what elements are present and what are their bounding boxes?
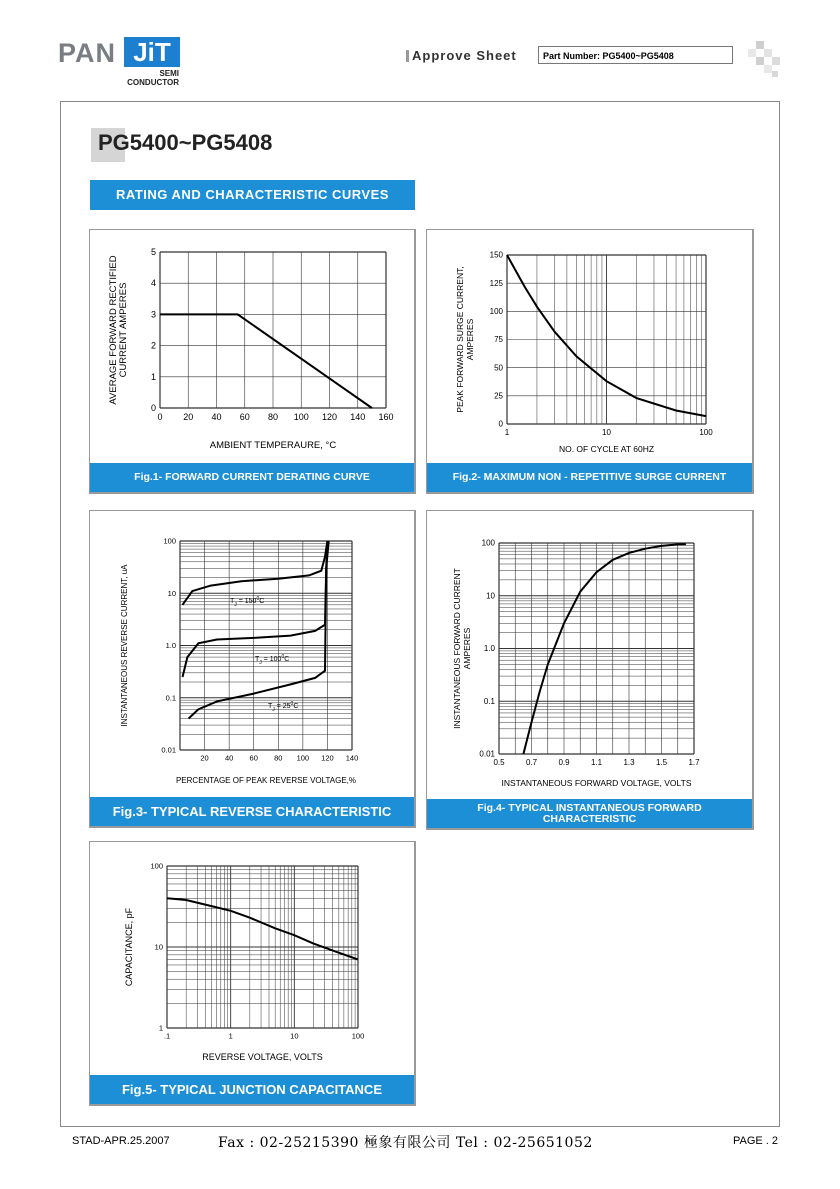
section-bar: RATING AND CHARACTERISTIC CURVES [90,180,415,210]
x-tick-label: 40 [224,753,234,763]
x-axis-label: INSTANTANEOUS FORWARD VOLTAGE, VOLTS [501,778,692,788]
chart-panel-2 [426,229,754,494]
x-tick-label: 0 [157,412,163,422]
x-tick-label: 1 [504,428,510,437]
y-tick-label: 150 [489,250,503,260]
y-tick-label: 10 [154,942,163,952]
y-tick-label: 125 [489,278,503,288]
x-tick-label: 160 [378,412,394,422]
y-tick-label: 100 [481,538,495,548]
x-axis-label: NO. OF CYCLE AT 60HZ [558,444,655,454]
y-tick-label: 0 [498,419,503,429]
logo-pan-text: PAN [58,38,117,68]
x-tick-label: 60 [249,753,258,763]
x-tick-label: 0.9 [558,758,570,767]
x-tick-label: 1.5 [655,758,668,767]
y-axis-label: INSTANTANEOUS REVERSE CURRENT, uA [120,564,129,727]
grid [507,255,706,424]
x-axis-label: PERCENTAGE OF PEAK REVERSE VOLTAGE,% [175,776,357,785]
chart-surge-current [427,230,755,466]
y-tick-label: 0 [150,403,156,413]
y-axis-label-2: AMPERES [465,318,475,361]
footer-date: STAD-APR.25.2007 [72,1135,170,1147]
fig4-caption [427,799,752,828]
x-tick-label: 0.7 [525,758,538,767]
y-tick-label: 2 [150,340,156,351]
series-label-part: C [284,656,290,663]
series-label-part: T [255,656,260,663]
y-tick-label: 1.0 [165,641,176,650]
series-label-part: 0 [256,596,260,602]
series-label-part: = 25 [274,703,291,710]
capacitance-curve [167,898,358,959]
y-axis-label: PEAK FORWARD SURGE CURRENT, [455,266,465,413]
chart-junction-capacitance [90,842,417,1078]
y-axis-label: CAPACITANCE, pF [124,907,134,987]
logo-subtitle [125,69,179,87]
y-tick-label: 4 [150,278,156,289]
series-label-part: J [272,707,275,713]
fig4-caption-line2: CHARACTERISTIC [542,812,637,825]
y-tick-label: 1 [150,371,156,382]
series-label-part: C [259,598,265,605]
footer-page: PAGE . 2 [733,1135,779,1147]
page-title: PG5400~PG5408 [98,130,273,155]
chart-panel-1 [89,229,416,494]
chart-forward-characteristic [427,511,755,802]
y-tick-label: 0.1 [165,693,176,703]
y-tick-label: 100 [489,307,503,316]
x-tick-label: 60 [239,412,250,422]
x-tick-label: 120 [321,412,338,422]
x-tick-label: 100 [296,753,310,763]
x-tick-label: 100 [699,428,713,437]
y-tick-label: 100 [150,861,163,871]
y-tick-label: 10 [486,591,495,601]
y-tick-label: 1 [158,1023,163,1033]
x-tick-label: 0.5 [493,758,505,767]
series-label [230,596,264,608]
approve-sheet-label: Approve Sheet [412,48,517,63]
series-label-part: J [234,602,237,608]
chart-panel-4 [426,510,754,830]
fig1-caption: Fig.1- FORWARD CURRENT DERATING CURVE [90,463,414,492]
y-tick-label: 75 [494,335,503,345]
y-tick-label: 0.1 [483,696,495,706]
x-tick-label: 140 [350,412,366,422]
y-tick-label: 1.0 [483,644,495,654]
y-tick-label: 100 [163,536,176,546]
x-tick-label: 10 [290,1031,299,1041]
x-tick-label: 1.3 [623,758,635,767]
series-label-part: 0 [290,701,294,707]
series-label-part: T [268,703,273,710]
fig4-caption-line1: Fig.4- TYPICAL INSTANTANEOUS FORWARD [477,801,702,814]
derating-curve [160,314,372,408]
y-tick-label: 3 [150,309,156,320]
chart-forward-derating [90,230,417,466]
logo-jit-block: JiT [124,37,180,67]
y-axis-label-2: AMPERES [462,627,472,670]
x-tick-label: 20 [183,412,194,422]
series-label-part: = 150 [236,598,257,605]
y-axis-label: AVERAGE FORWARD RECTIFIED [108,255,119,405]
chart-panel-5 [89,841,416,1106]
series-label-part: J [259,660,262,666]
y-tick-label: 0.01 [479,749,495,759]
fig3-caption: Fig.3- TYPICAL REVERSE CHARACTERISTIC [90,797,414,826]
footer-contact: Fax : 02-25215390 極象有限公司 Tel : 02-25651052 [218,1135,593,1151]
grid [499,543,694,754]
x-tick-label: 1.1 [590,758,603,767]
grid [167,866,358,1028]
fig2-caption: Fig.2- MAXIMUM NON - REPETITIVE SURGE CURRENT [427,463,752,492]
x-axis-label: AMBIENT TEMPERAURE, °C [209,440,337,451]
series-label-part: T [230,598,235,605]
y-tick-label: 0.01 [161,745,176,755]
x-tick-label: 10 [602,428,611,437]
y-tick-label: 25 [494,391,503,401]
x-tick-label: 40 [211,412,222,422]
x-tick-label: .1 [163,1031,171,1041]
chart-reverse-characteristic [90,511,417,800]
y-tick-label: 50 [494,363,503,373]
y-tick-label: 5 [150,247,156,257]
x-tick-label: 100 [293,412,309,422]
series-label-part: = 100 [261,656,282,663]
series-label-part: C [293,703,299,710]
reverse-curve-0 [183,541,328,605]
approve-divider [406,50,409,62]
y-axis-label-2: CURRENT AMPERES [118,282,129,378]
x-tick-label: 20 [200,753,209,763]
grid [160,252,386,408]
x-tick-label: 100 [351,1031,365,1041]
logo-sub-semi: SEMI [159,69,179,78]
x-tick-label: 1 [228,1031,233,1041]
x-tick-label: 140 [345,753,359,763]
series-label [255,654,289,666]
x-tick-label: 1.7 [688,758,700,767]
logo-sub-conductor: CONDUCTOR [127,78,179,87]
y-tick-label: 10 [167,588,176,598]
chart-panel-3 [89,510,416,828]
x-axis-label: REVERSE VOLTAGE, VOLTS [202,1052,323,1062]
part-number-box: Part Number: PG5400~PG5408 [538,46,733,64]
x-tick-label: 80 [267,412,279,422]
y-axis-label: INSTANTANEOUS FORWARD CURRENT [452,568,462,729]
series-label-part: 0 [281,654,285,660]
x-tick-label: 80 [274,753,283,763]
fig5-caption: Fig.5- TYPICAL JUNCTION CAPACITANCE [90,1075,414,1104]
x-tick-label: 120 [321,753,334,763]
